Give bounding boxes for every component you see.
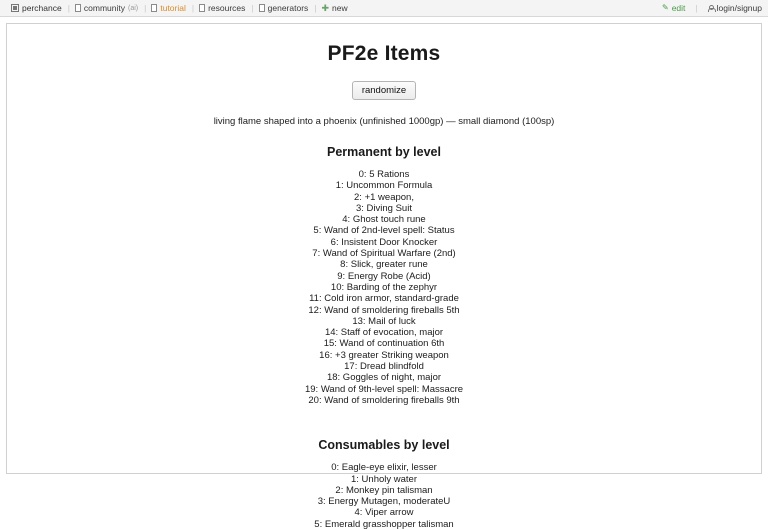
perchance-logo-icon: [11, 4, 19, 12]
list-item: 17: Dread blindfold: [344, 361, 424, 373]
list-item: 15: Wand of continuation 6th: [323, 338, 445, 350]
list-item: 5: Wand of 2nd-level spell: Status: [313, 225, 455, 237]
section-spacer: [7, 406, 761, 426]
nav-item-generators[interactable]: [254, 2, 315, 14]
toolbar-right-group: [662, 3, 762, 13]
list-item: 13: Mail of luck: [352, 315, 416, 327]
section-heading-permanent: Permanent by level: [327, 145, 441, 159]
list-item: 5: Emerald grasshopper talisman: [314, 518, 454, 530]
plus-icon: ✚: [321, 2, 330, 13]
nav-label-new: new: [332, 3, 348, 13]
permanent-item-list: [7, 169, 761, 406]
edit-button[interactable]: [662, 3, 685, 13]
document-icon: [259, 4, 265, 12]
list-item: 2: Monkey pin talisman: [335, 484, 433, 496]
login-signup-label: login/signup: [716, 3, 762, 13]
edit-label: edit: [671, 3, 686, 13]
list-item: 9: Energy Robe (Acid): [337, 270, 431, 282]
document-icon: [199, 4, 205, 12]
nav-sublabel-community: (ai): [128, 4, 139, 12]
randomize-button-row: [7, 80, 761, 100]
nav-item-new[interactable]: [317, 2, 354, 14]
pencil-icon: ✎: [661, 3, 669, 12]
list-item: 4: Ghost touch rune: [342, 214, 426, 226]
toolbar-separator: |: [144, 3, 147, 13]
nav-item-perchance[interactable]: [6, 2, 68, 14]
nav-label-resources: resources: [208, 3, 246, 13]
document-icon: [75, 4, 81, 12]
list-item: 1: Unholy water: [350, 473, 417, 485]
nav-label-community: community: [83, 3, 126, 13]
list-item: 8: Slick, greater rune: [340, 259, 428, 271]
page-title: PF2e Items: [327, 42, 441, 65]
list-item: 12: Wand of smoldering fireballs 5th: [308, 304, 460, 316]
toolbar-separator: |: [251, 3, 254, 13]
login-signup-button[interactable]: [708, 3, 762, 13]
nav-item-community[interactable]: [67, 2, 147, 14]
generator-frame: [6, 23, 762, 530]
generator-scroll-area[interactable]: [7, 24, 761, 530]
list-item: 11: Cold iron armor, standard-grade: [309, 293, 459, 305]
list-item: 0: 5 Rations: [358, 169, 410, 180]
person-icon: [708, 5, 714, 12]
list-item: 19: Wand of 9th-level spell: Massacre: [304, 383, 464, 395]
list-item: 18: Goggles of night, major: [326, 372, 442, 384]
nav-item-resources[interactable]: [191, 2, 254, 14]
list-item: 14: Staff of evocation, major: [324, 327, 444, 339]
nav-label-tutorial: tutorial: [160, 3, 186, 13]
toolbar-separator: |: [67, 3, 70, 13]
list-item: 16: +3 greater Striking weapon: [319, 349, 449, 361]
list-item: 20: Wand of smoldering fireballs 9th: [308, 394, 460, 406]
randomize-button[interactable]: randomize: [352, 81, 416, 100]
list-item: 3: Diving Suit: [356, 202, 412, 214]
nav-item-tutorial[interactable]: [146, 2, 195, 14]
toolbar-separator: |: [191, 3, 195, 13]
nav-label-generators: generators: [267, 3, 309, 13]
consumables-item-list: [7, 462, 761, 530]
list-item: 10: Barding of the zephyr: [330, 281, 438, 293]
toolbar-separator: |: [314, 3, 317, 13]
toolbar-left-group: [6, 2, 354, 14]
list-item: 6: Insistent Door Knocker: [330, 236, 438, 248]
toolbar-separator: |: [695, 3, 698, 13]
tagline-text: living flame shaped into a phoenix (unfinished 1000gp) — small diamond (100sp): [213, 116, 555, 127]
document-icon: [151, 4, 157, 12]
list-item: 2: +1 weapon,: [354, 191, 414, 203]
top-toolbar: [0, 0, 768, 17]
list-item: 0: Eagle-eye elixir, lesser: [331, 462, 437, 474]
nav-label-perchance: perchance: [22, 3, 62, 13]
list-item: 4: Viper arrow: [354, 507, 414, 519]
list-item: 3: Energy Mutagen, moderateU: [317, 496, 451, 508]
section-heading-consumables: Consumables by level: [318, 438, 450, 453]
list-item: 7: Wand of Spiritual Warfare (2nd): [312, 248, 456, 260]
list-item: 1: Uncommon Formula: [335, 180, 433, 192]
